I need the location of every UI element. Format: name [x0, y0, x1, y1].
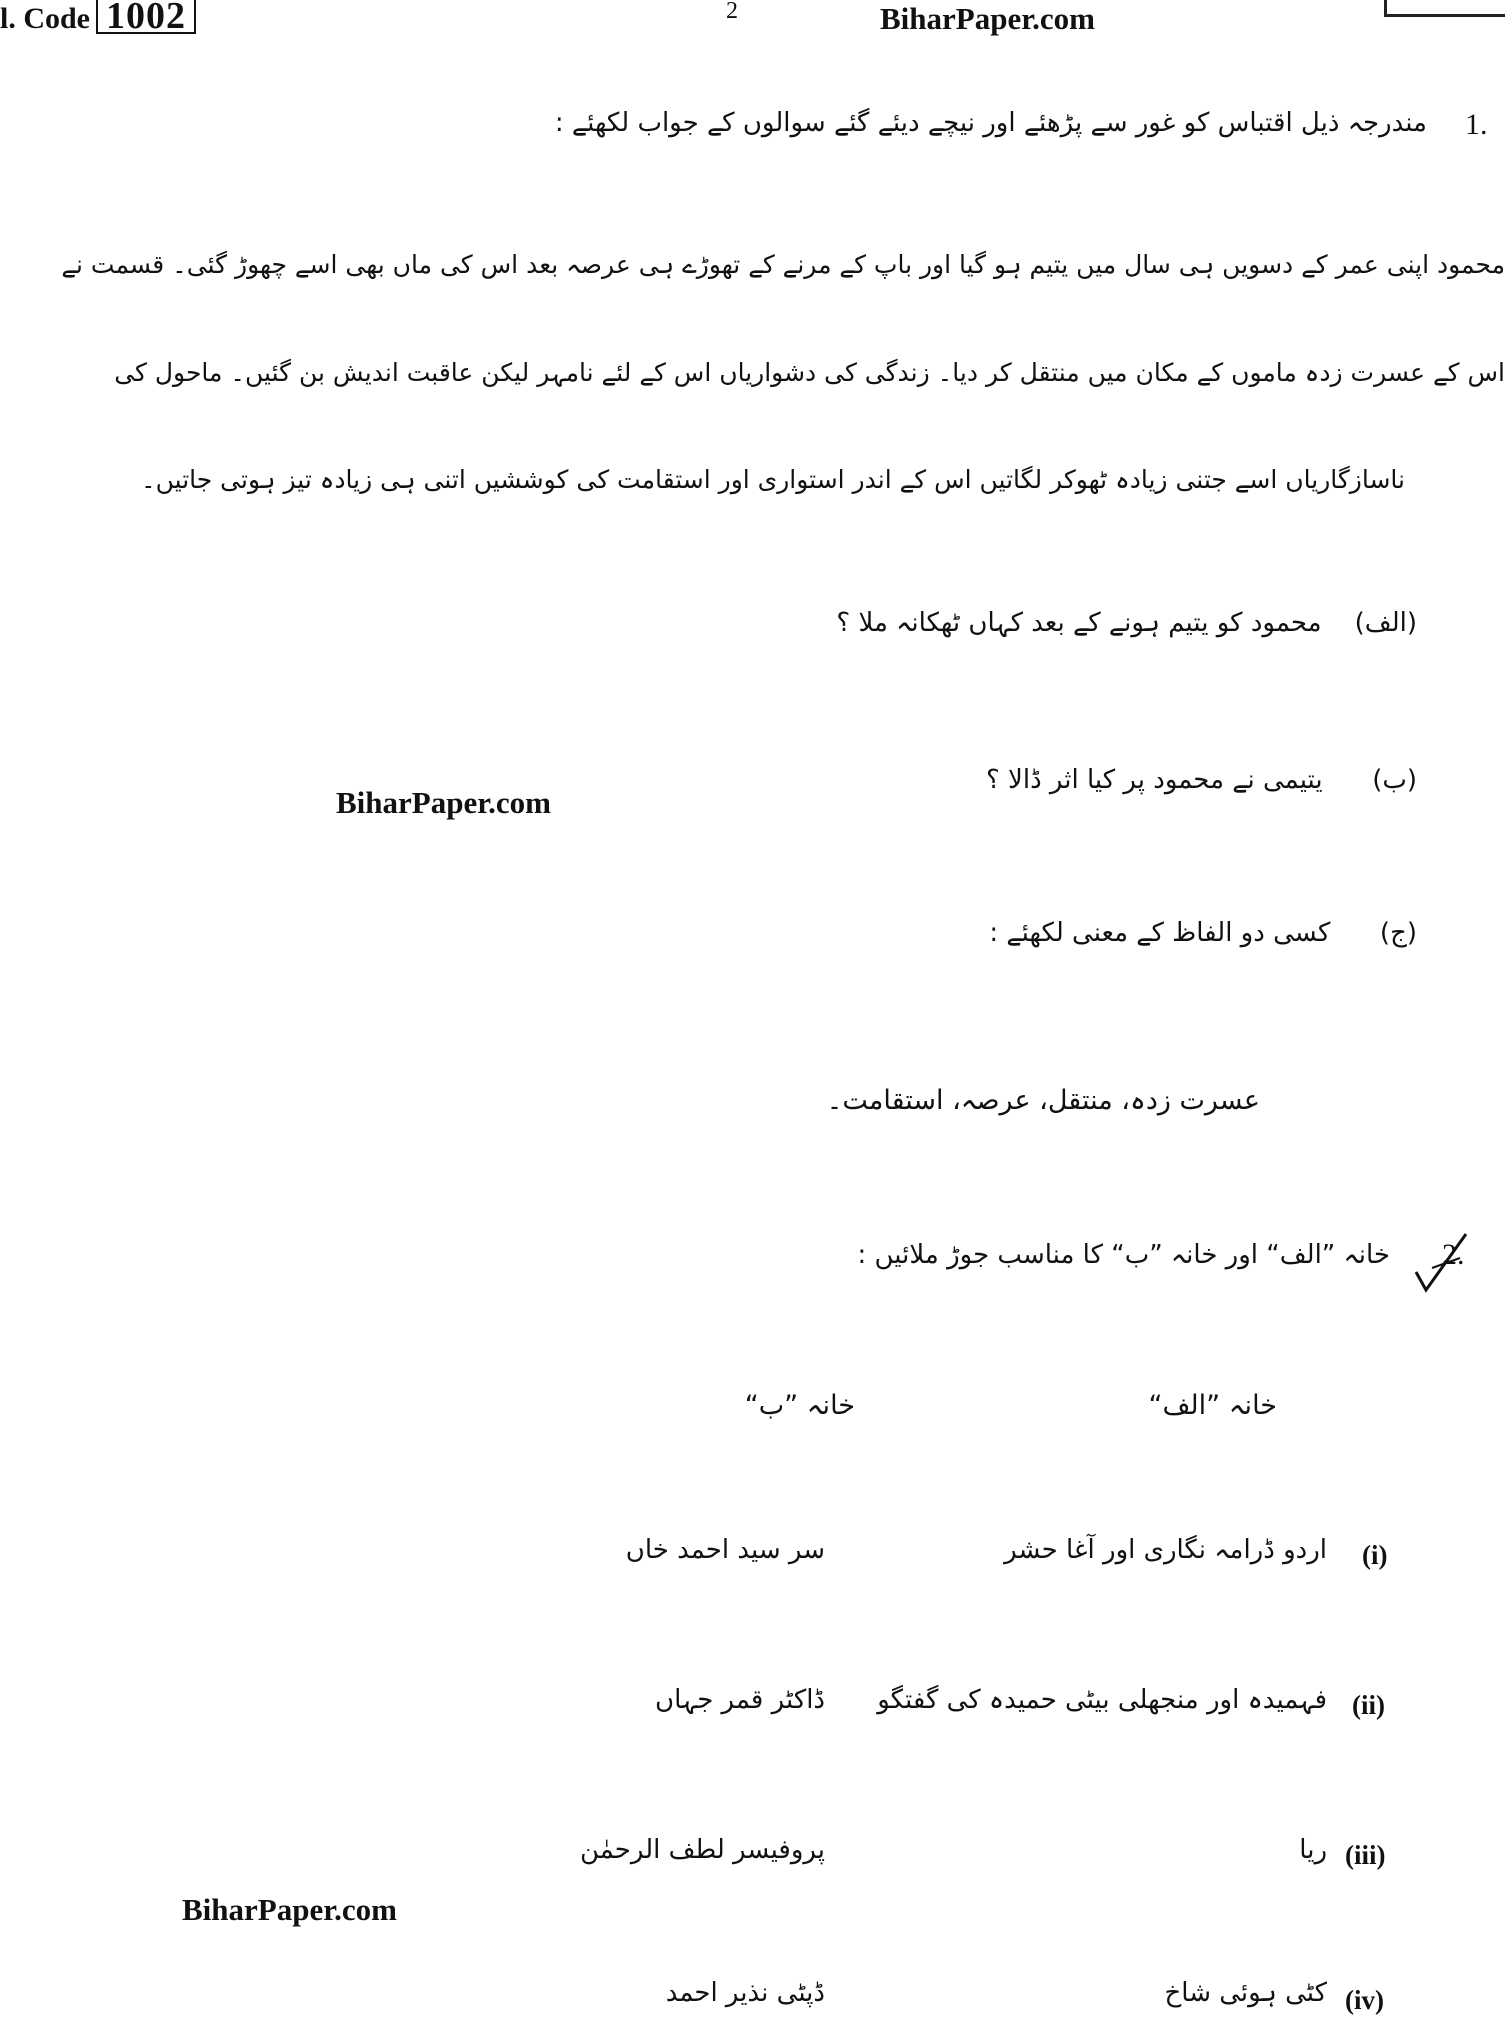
row-3-col-a: ریا [1299, 1835, 1327, 1865]
row-1-number: (i) [1362, 1540, 1388, 1570]
col-b-header: خانہ ”ب“ [744, 1390, 855, 1421]
q2-instruction: خانہ ”الف“ اور خانہ ”ب“ کا مناسب جوڑ ملائیں : [857, 1240, 1390, 1270]
row-4-col-a: کٹی ہوئی شاخ [1164, 1978, 1327, 2008]
row-2-col-a: فہمیدہ اور منجھلی بیٹی حمیدہ کی گفتگو [877, 1685, 1327, 1715]
row-2-col-b: ڈاکٹر قمر جہاں [654, 1685, 825, 1715]
paper-code-box: 1002 [96, 0, 196, 34]
q1-number: 1. [1465, 108, 1488, 141]
passage-line-1: محمود اپنی عمر کے دسویں ہی سال میں یتیم ہو گیا اور باپ کے مرنے کے تھوڑے ہی عرصہ بعد اس کی ماں بھی اسے چھوڑ گئی۔ قسمت نے [61, 250, 1505, 279]
passage-line-3: ناسازگاریاں اسے جتنی زیادہ ٹھوکر لگاتیں اس کے اندر استواری اور استقامت کی کوششیں اتنی ہی زیادہ تیز ہوتی جاتیں۔ [140, 465, 1405, 494]
q1-part-alif-label: (الف) [1354, 608, 1417, 638]
q1-part-jeem-text: کسی دو الفاظ کے معنی لکھئے : [989, 918, 1331, 948]
q1-word-list: عسرت زدہ، منتقل، عرصہ، استقامت۔ [826, 1085, 1260, 1116]
page-number: 2 [726, 0, 738, 24]
header-corner-mark [1384, 0, 1505, 17]
q1-part-alif-text: محمود کو یتیم ہونے کے بعد کہاں ٹھکانہ ملا ؟ [836, 608, 1322, 638]
q1-part-alif [836, 608, 1417, 638]
watermark: BiharPaper.com [336, 785, 551, 820]
col-a-header: خانہ ”الف“ [1148, 1390, 1277, 1421]
paper-code-label: l. Code [0, 2, 90, 35]
passage-line-2: اس کے عسرت زدہ ماموں کے مکان میں منتقل کر دیا۔ زندگی کی دشواریاں اس کے لئے نامہر لیکن عاقبت اندیش بن گئیں۔ ماحول کی [114, 358, 1505, 387]
row-4-col-b: ڈپٹی نذیر احمد [665, 1978, 825, 2008]
q1-part-be-text: یتیمی نے محمود پر کیا اثر ڈالا ؟ [985, 765, 1323, 795]
row-1-col-a: اردو ڈرامہ نگاری اور آغا حشر [1004, 1535, 1327, 1565]
paper-code [0, 0, 196, 37]
watermark: BiharPaper.com [182, 1892, 397, 1927]
q1-part-be [986, 765, 1417, 795]
q1-part-jeem [989, 918, 1417, 948]
row-3-number: (iii) [1345, 1840, 1386, 1870]
row-4-number: (iv) [1345, 1985, 1384, 2015]
q2-number: 2. [1442, 1238, 1465, 1271]
q1-part-be-label: (ب) [1372, 765, 1417, 795]
row-3-col-b: پروفیسر لطف الرحمٰن [579, 1835, 825, 1865]
row-2-number: (ii) [1352, 1690, 1385, 1720]
q1-part-jeem-label: (ج) [1379, 918, 1417, 948]
header-site-name: BiharPaper.com [880, 1, 1095, 36]
q1-instruction: مندرجہ ذیل اقتباس کو غور سے پڑھئے اور نیچے دیئے گئے سوالوں کے جواب لکھئے : [554, 108, 1427, 138]
row-1-col-b: سر سید احمد خاں [625, 1535, 825, 1565]
